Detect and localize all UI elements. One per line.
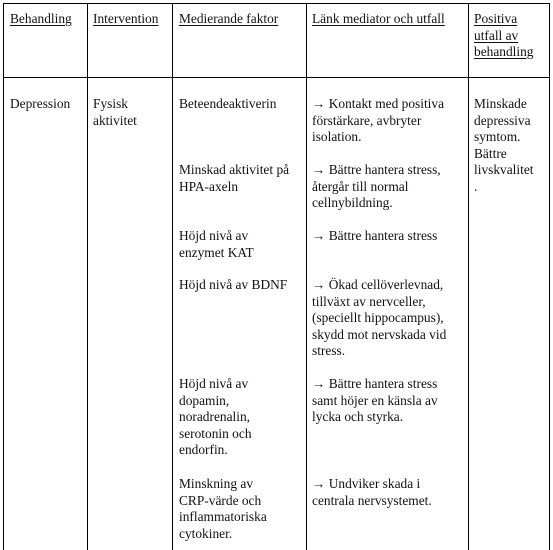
column-divider bbox=[87, 4, 88, 550]
header-behandling: Behandling bbox=[10, 11, 72, 26]
mediator-factor: Höjd nivå av BDNF bbox=[179, 277, 288, 292]
header-lank-mediator-utfall: Länk mediator och utfall bbox=[312, 11, 445, 26]
mediator-factor: Höjd nivå av enzymet KAT bbox=[179, 228, 254, 260]
mediator-link: → Undviker skada i centrala nervsystemet. bbox=[312, 476, 432, 508]
cell-intervention: Fysisk aktivitet bbox=[93, 96, 137, 128]
header-medierande-faktor: Medierande faktor bbox=[179, 11, 279, 26]
mediator-factor: Minskning av CRP-värde och inflammatoriska cytokiner. bbox=[179, 476, 267, 541]
column-divider bbox=[468, 4, 469, 550]
header-intervention: Intervention bbox=[93, 11, 159, 26]
cell-behandling: Depression bbox=[10, 96, 71, 111]
mediator-link: → Ökad cellöverlevnad, tillväxt av nervceller, (speciellt hippocampus), skydd mot nervskada vid stress. bbox=[312, 277, 447, 358]
treatment-table bbox=[3, 3, 550, 550]
mediator-factor: Höjd nivå av dopamin, noradrenalin, serotonin och endorfin. bbox=[179, 376, 252, 457]
cell-positiva-utfall: Minskade depressiva symtom. Bättre livskvalitet . bbox=[474, 96, 534, 194]
mediator-link: → Bättre hantera stress bbox=[312, 228, 438, 243]
header-divider bbox=[4, 77, 549, 78]
column-divider bbox=[306, 4, 307, 550]
mediator-factor: Beteendeaktiverin bbox=[179, 96, 277, 111]
column-divider bbox=[172, 4, 173, 550]
mediator-factor: Minskad aktivitet på HPA-axeln bbox=[179, 162, 290, 194]
mediator-link: → Kontakt med positiva förstärkare, avbryter isolation. bbox=[312, 96, 445, 144]
mediator-link: → Bättre hantera stress, återgår till normal cellnybildning. bbox=[312, 162, 441, 210]
mediator-link: → Bättre hantera stress samt höjer en känsla av lycka och styrka. bbox=[312, 376, 438, 424]
header-positiva-utfall: Positiva utfall av behandling bbox=[474, 11, 534, 59]
